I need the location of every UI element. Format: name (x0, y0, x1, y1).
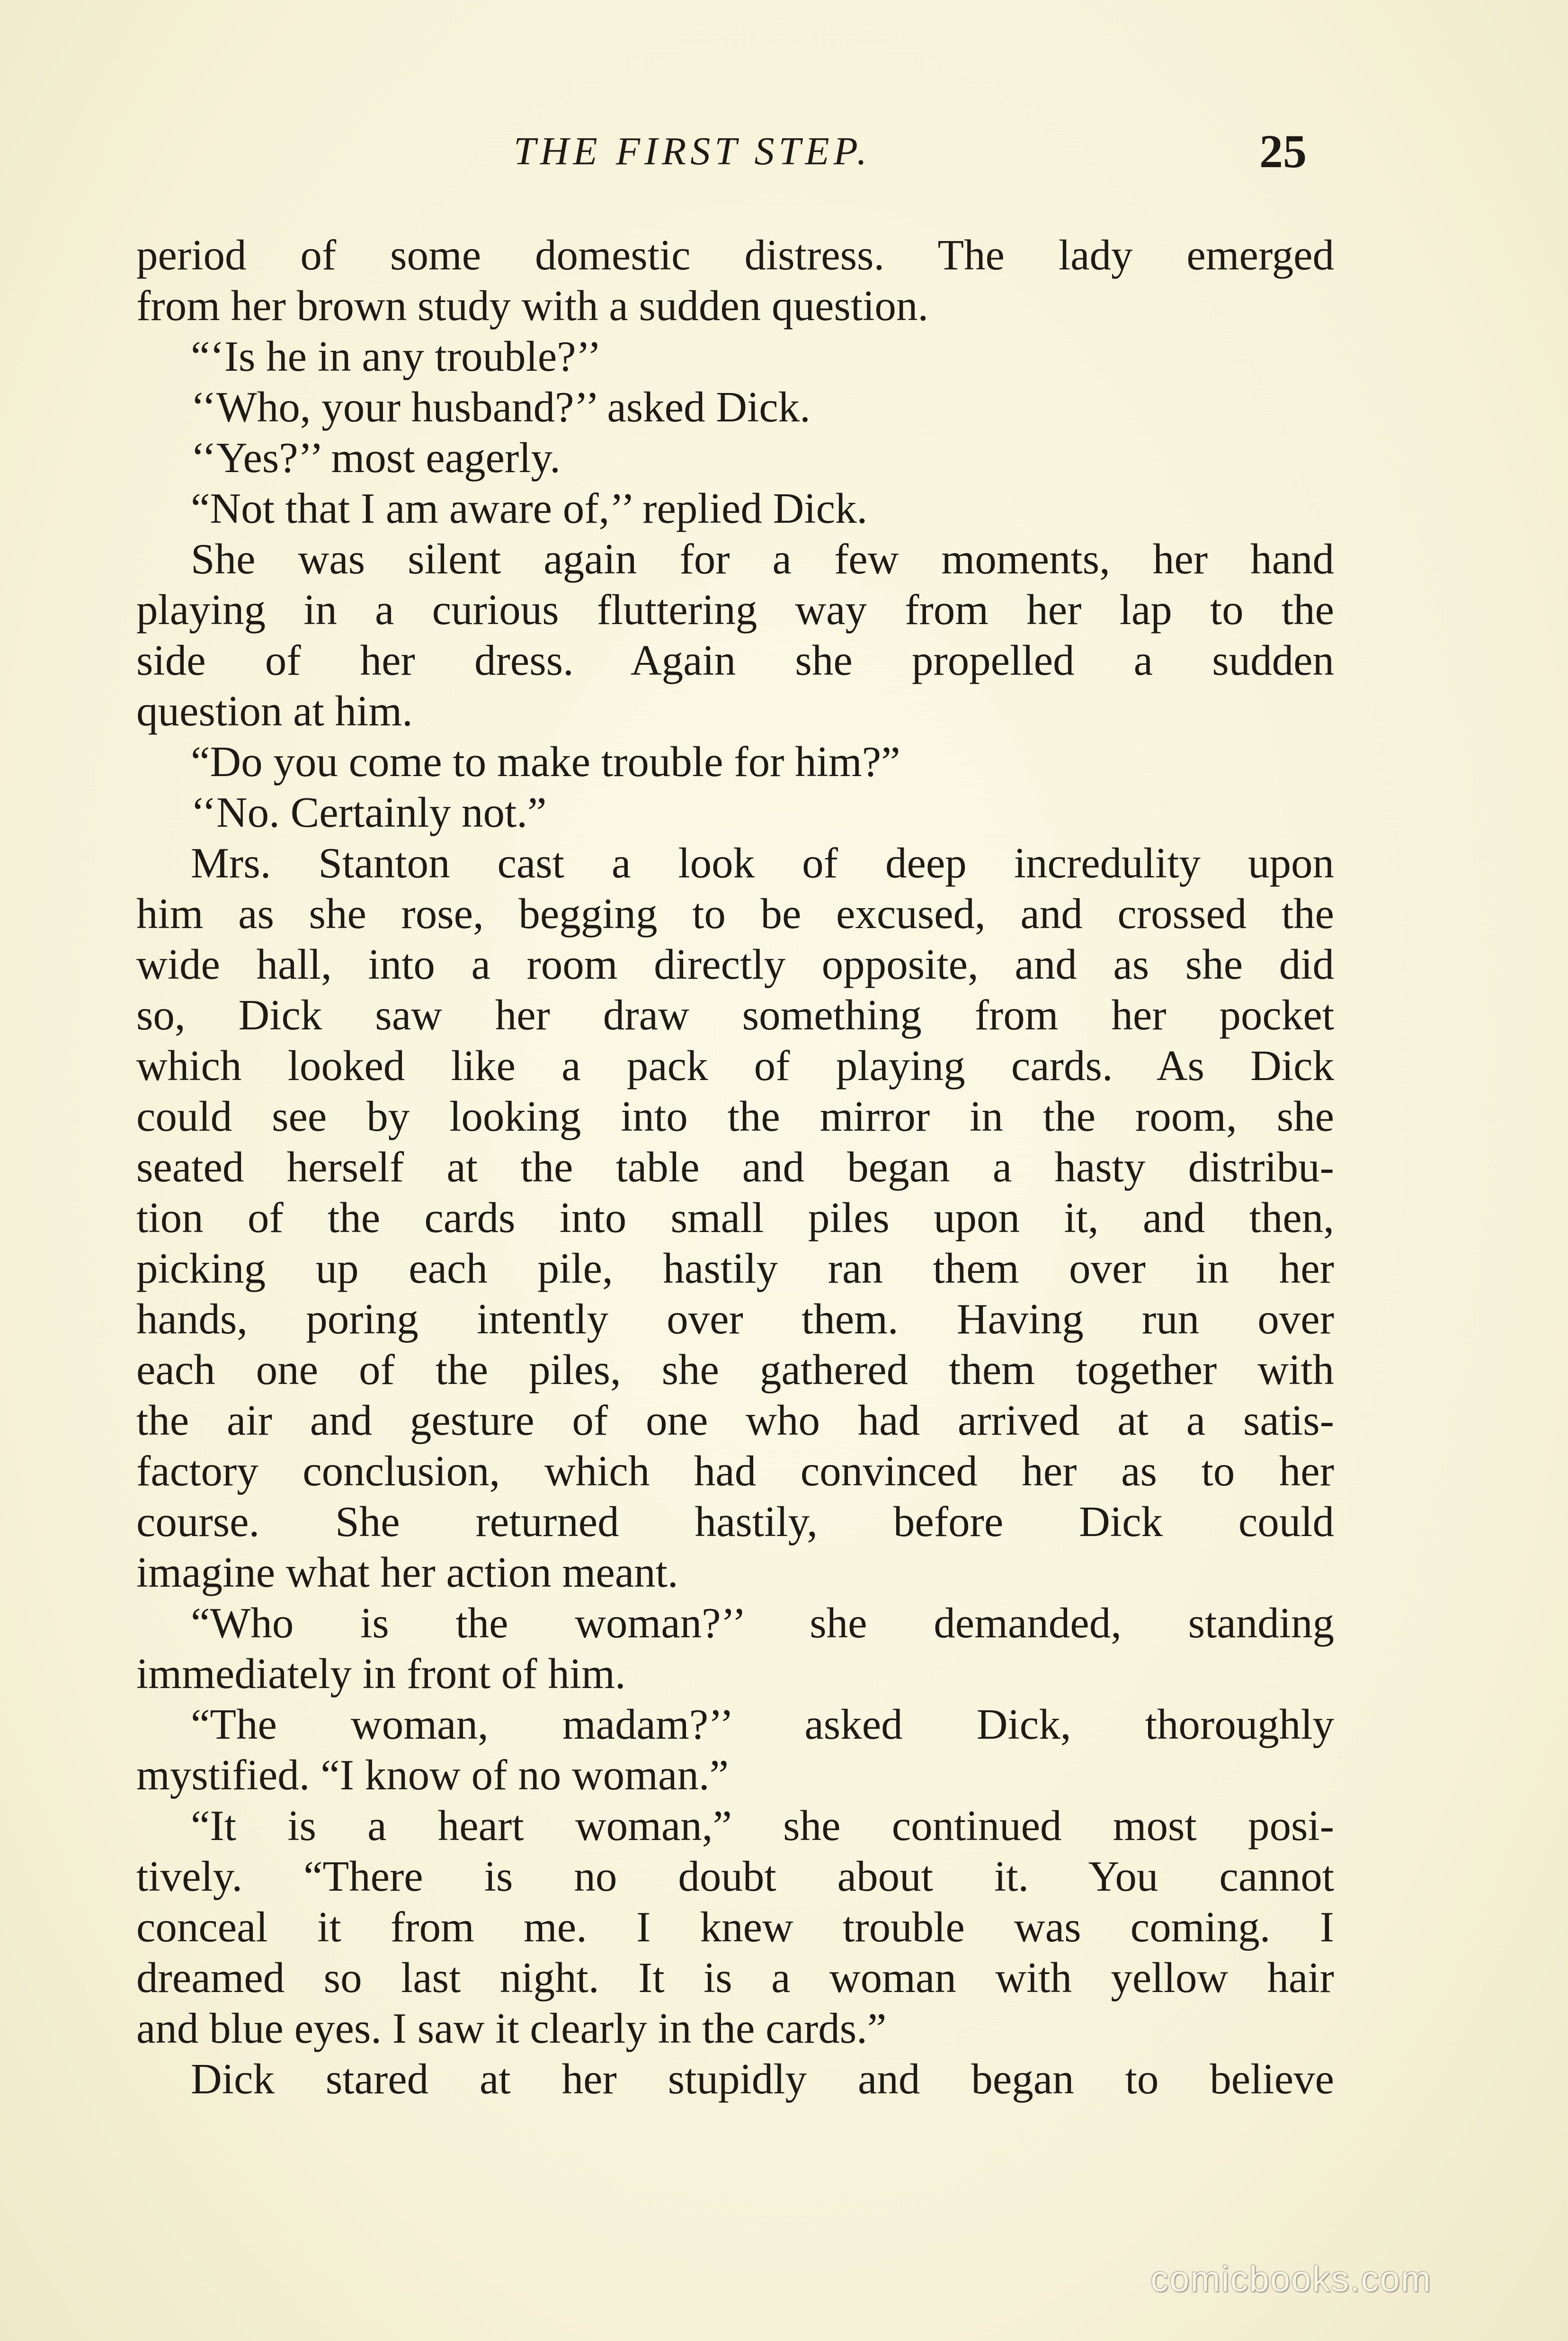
text-line: course. She returned hastily, before Dick could (136, 1498, 1334, 1546)
text-line: him as she rose, begging to be excused, and crossed the (136, 890, 1334, 938)
text-line: side of her dress. Again she propelled a sudden (136, 636, 1334, 684)
text-line: “It is a heart woman,” she continued most posi- (191, 1802, 1334, 1850)
text-line: wide hall, into a room directly opposite, and as she did (136, 940, 1334, 988)
text-line: She was silent again for a few moments, her hand (191, 535, 1334, 583)
text-line: tion of the cards into small piles upon it, and then, (136, 1194, 1334, 1242)
text-line: ‘‘Who, your husband?’’ asked Dick. (191, 383, 811, 431)
text-line: conceal it from me. I knew trouble was coming. I (136, 1903, 1334, 1951)
running-title: THE FIRST STEP. (514, 129, 871, 173)
text-line: which looked like a pack of playing cards. As Dick (136, 1042, 1334, 1090)
text-line: mystified. “I know of no woman.” (136, 1751, 729, 1799)
text-line: immediately in front of him. (136, 1650, 626, 1698)
text-line: imagine what her action meant. (136, 1548, 678, 1596)
text-line: “‘Is he in any trouble?’’ (191, 332, 602, 380)
text-line: playing in a curious fluttering way from her lap to the (136, 586, 1334, 634)
text-line: Mrs. Stanton cast a look of deep incredulity upon (191, 839, 1334, 887)
text-line: seated herself at the table and began a hasty distribu- (136, 1143, 1334, 1191)
text-line: the air and gesture of one who had arrived at a satis- (136, 1396, 1334, 1444)
text-line: “The woman, madam?’’ asked Dick, thoroughly (191, 1700, 1334, 1748)
text-line: “Do you come to make trouble for him?” (191, 738, 900, 786)
watermark: comicbooks.com (1150, 2259, 1432, 2299)
page-number: 25 (1259, 125, 1307, 178)
text-line: picking up each pile, hastily ran them over in her (136, 1244, 1334, 1292)
text-line: could see by looking into the mirror in the room, she (136, 1092, 1334, 1140)
text-line: and blue eyes. I saw it clearly in the cards.” (136, 2004, 887, 2052)
text-line: from her brown study with a sudden question. (136, 282, 929, 330)
text-line: question at him. (136, 687, 413, 735)
text-line: hands, poring intently over them. Having run over (136, 1295, 1334, 1343)
text-line: period of some domestic distress. The lady emerged (136, 231, 1334, 279)
text-line: so, Dick saw her draw something from her pocket (136, 991, 1334, 1039)
text-line: “Who is the woman?’’ she demanded, standing (191, 1599, 1334, 1647)
text-line: “Not that I am aware of,’’ replied Dick. (191, 484, 868, 532)
running-head (0, 118, 1568, 185)
text-line: ‘‘No. Certainly not.” (191, 788, 547, 836)
text-line: tively. “There is no doubt about it. You cannot (136, 1852, 1334, 1900)
text-line: ‘‘Yes?’’ most eagerly. (191, 434, 561, 482)
body-text (136, 230, 1334, 2104)
text-line: dreamed so last night. It is a woman with yellow hair (136, 1954, 1334, 2001)
text-line: Dick stared at her stupidly and began to believe (191, 2055, 1334, 2103)
text-line: each one of the piles, she gathered them together with (136, 1346, 1334, 1394)
text-line: factory conclusion, which had convinced her as to her (136, 1447, 1334, 1495)
